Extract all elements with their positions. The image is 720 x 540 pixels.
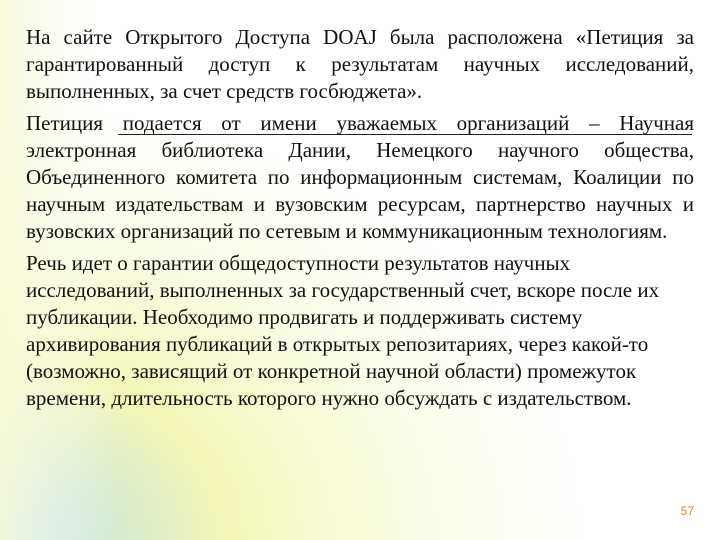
- slide-text-block: [26, 24, 694, 417]
- paragraph-public-access: Речь идет о гарантии общедоступности результатов научных исследований, выполненных за государственный счет, вскоре после их публикации. Необходимо продвигать и поддерживать систему архивирования публикаций в открытых репозитариях, через какой-то (возможно, зависящий от конкретной научной области) промежуток времени, длительность которого нужно обсуждать с издательством.: [26, 251, 660, 410]
- paragraph-doaj-petition: На сайте Открытого Доступа DOAJ была расположена «Петиция за гарантированный доступ к результатам научных исследований, выполненных, за счет средств госбюджета».: [26, 25, 694, 103]
- paragraph-organizations: Петиция подается от имени уважаемых организаций – Научная электронная библиотека Дании, Немецкого научного общества, Объединенного комитета по информационным системам, Коалиции по научным издательствам и вузовским ресурсам, партнерство научных и вузовских организаций по сетевым и коммуникационным технологиям.: [26, 111, 694, 243]
- strike-rule: [118, 134, 692, 135]
- page-number: 57: [680, 504, 694, 518]
